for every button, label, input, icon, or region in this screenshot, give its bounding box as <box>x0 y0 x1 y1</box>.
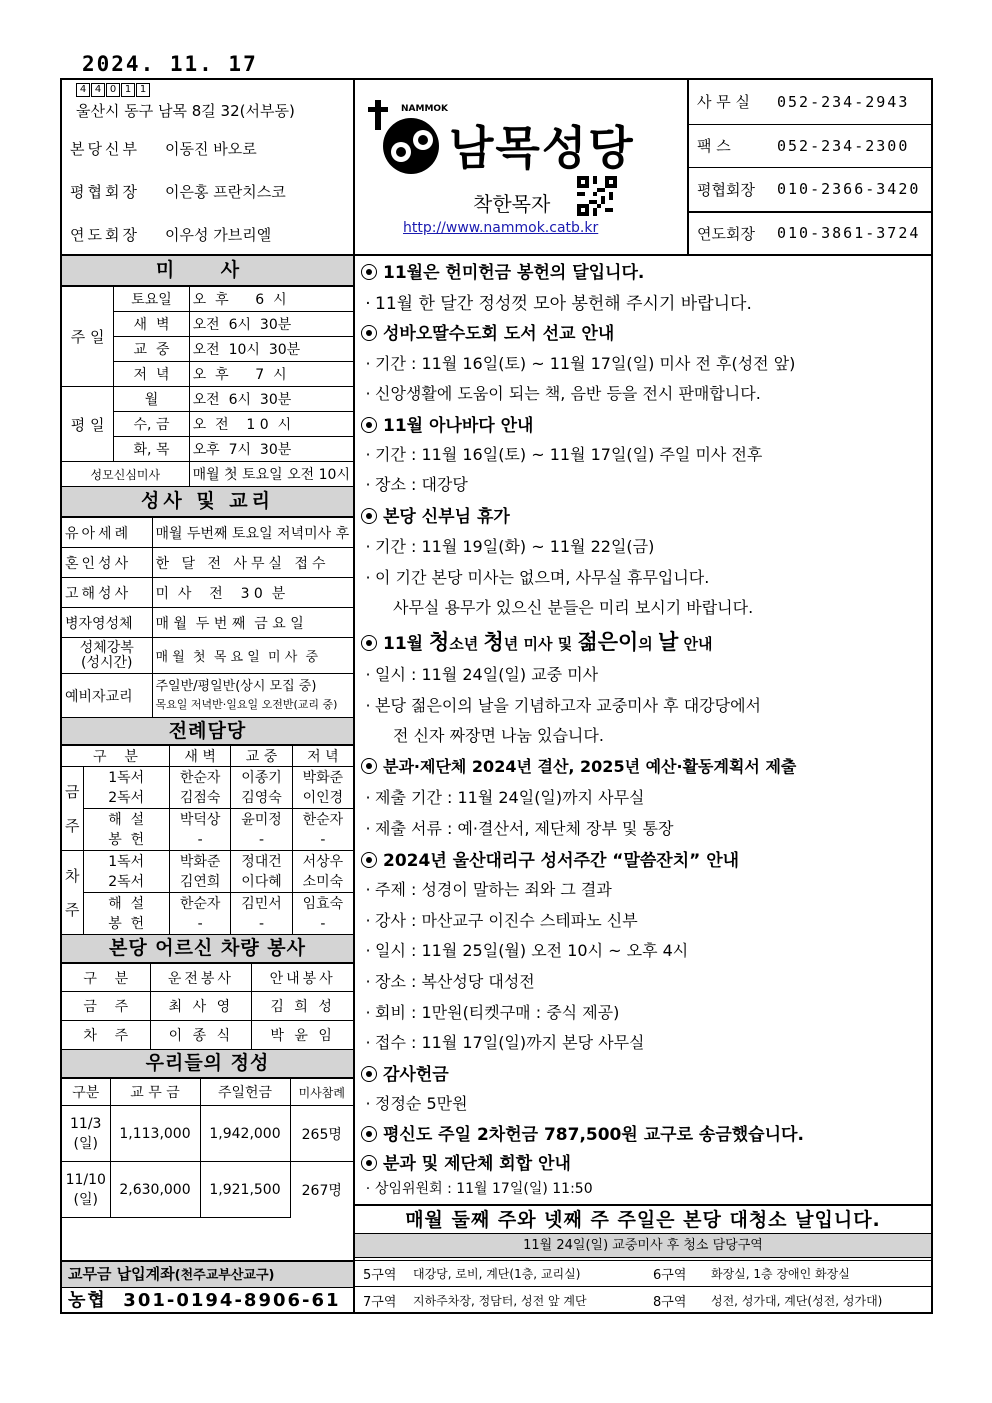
reader-name: 이인경 <box>302 789 344 806</box>
contact-fax <box>689 124 931 168</box>
parish-info <box>62 80 355 254</box>
bullet-icon <box>361 1155 377 1171</box>
liturgy-cell <box>169 809 230 851</box>
mass-day: 토요일 <box>114 287 189 312</box>
bullet-icon <box>361 264 377 280</box>
reader-name: 소미숙 <box>302 873 344 890</box>
zone-label: 8구역 <box>653 1294 687 1310</box>
bullet-icon <box>361 1126 377 1142</box>
reader-name: 박화준 <box>302 769 344 786</box>
vehicle-header: 운전봉사 <box>150 964 252 992</box>
catechism-line: 목요일 저녁반·일요일 오전반(교리 중) <box>155 697 338 711</box>
notice-title-text: 11월 아나바다 안내 <box>383 416 534 436</box>
contacts <box>689 80 931 254</box>
contact-youth <box>689 211 931 255</box>
catechism-value <box>152 674 353 718</box>
notice-line: · 회비 : 1만원(티켓구매 : 중식 제공) <box>365 1003 620 1022</box>
sacrament-value: 매 월 첫 목 요 일 미 사 중 <box>152 638 353 674</box>
guide-name: 김 희 성 <box>252 992 353 1021</box>
notice-title-text: 청 <box>429 630 450 654</box>
notice-text: 상임위원회 : 11월 17일(일) 11:50 <box>375 1181 593 1197</box>
offering-header: 교 무 금 <box>110 1079 200 1106</box>
reader-name: 한순자 <box>302 811 344 828</box>
contact-label: 연도회장 <box>697 224 755 243</box>
liturgy-cell <box>292 809 353 851</box>
liturgy-cell <box>231 893 292 935</box>
contact-number: 052-234-2300 <box>777 136 910 155</box>
role-label: 1독서 <box>108 853 145 870</box>
notice-line: · 접수 : 11월 17일(일)까지 본당 사무실 <box>365 1033 645 1052</box>
parish-logo <box>365 94 685 174</box>
cleaning-zones <box>355 1260 931 1312</box>
bank-account: 농협 301-0194-8906-61 <box>68 1290 341 1311</box>
notice-title-text: 안내 <box>678 635 713 653</box>
notice-title <box>361 846 739 871</box>
reader-name: - <box>259 831 265 848</box>
mass-day: 새 벽 <box>114 312 189 337</box>
mass-day: 교 중 <box>114 337 189 362</box>
sacrament-label: 고해성사 <box>62 578 152 608</box>
mass-day: 저 녁 <box>114 362 189 387</box>
reader-name: 윤미정 <box>241 811 282 828</box>
zone-label: 6구역 <box>653 1268 687 1283</box>
notice-line: · 11월 한 달간 정성껏 모아 봉헌해 주시기 바랍니다. <box>365 294 752 314</box>
zip-digit: 4 <box>91 83 105 97</box>
mass-time: 오 후 7 시 <box>189 362 353 387</box>
notice-text: 회비 : 1만원(티켓구매 : 중식 제공) <box>375 1003 620 1022</box>
bullet-icon <box>361 417 377 433</box>
cleaning-subtitle: 11월 24일(일) 교중미사 후 청소 담당구역 <box>355 1234 931 1258</box>
logo-small-text: NAMMOK <box>401 104 449 114</box>
role-label: 2독서 <box>108 789 145 806</box>
sacrament-value: 미 사 전 3 0 분 <box>152 578 353 608</box>
notice-text: 기간 : 11월 16일(토) ~ 11월 17일(일) 주일 미사 전후 <box>375 445 763 464</box>
liturgy-header: 교 중 <box>231 746 292 767</box>
mass-day: 수, 금 <box>114 412 189 437</box>
special-mass-time: 매월 첫 토요일 오전 10시 <box>189 462 353 487</box>
role-label: 해 설 <box>108 811 145 828</box>
sunday-offering: 1,942,000 <box>200 1106 290 1162</box>
role-label: 해 설 <box>108 895 145 912</box>
reader-name: 임효숙 <box>302 895 344 912</box>
reader-name: - <box>320 915 326 932</box>
notice-title-text: 년 미사 및 <box>503 635 578 653</box>
notice-text: 정정순 5만원 <box>375 1094 468 1113</box>
notice-line: · 이 기간 본당 미사는 없으며, 사무실 휴무입니다. <box>365 568 710 587</box>
reader-name: 정대건 <box>241 853 282 870</box>
bullet-icon <box>361 758 377 774</box>
bank-label-row <box>62 1262 353 1288</box>
reader-name: 한순자 <box>179 895 221 912</box>
contact-number: 052-234-2943 <box>777 92 910 111</box>
sunday-offering: 1,921,500 <box>200 1162 290 1218</box>
notice-title <box>361 754 796 777</box>
zip-digit: 1 <box>121 83 135 97</box>
sacraments-table <box>62 517 353 718</box>
notice-line: · 기간 : 11월 19일(화) ~ 11월 22일(금) <box>365 537 655 556</box>
attendance: 267명 <box>290 1162 353 1218</box>
liturgy-cell <box>231 851 292 893</box>
youth-row <box>70 224 271 245</box>
notice-line: · 제출 서류 : 예·결산서, 제단체 장부 및 통장 <box>365 819 674 838</box>
notice-line: · 상임위원회 : 11월 17일(일) 11:50 <box>365 1181 593 1197</box>
notice-text: 11월 한 달간 정성껏 모아 봉헌해 주시기 바랍니다. <box>375 294 752 314</box>
contact-number: 010-2366-3420 <box>777 180 921 199</box>
notice-line: · 신앙생활에 도움이 되는 책, 음반 등을 전시 판매합니다. <box>365 384 761 403</box>
role-label: 봉 헌 <box>108 915 145 932</box>
bank-info <box>62 1260 355 1312</box>
contact-label: 팩 스 <box>697 137 731 156</box>
notice-line: · 기간 : 11월 16일(토) ~ 11월 17일(일) 주일 미사 전후 <box>365 445 763 464</box>
notice-title-text: 분과·제단체 2024년 결산, 2025년 예산·활동계획서 제출 <box>383 757 797 776</box>
sacrament-label: 유아세례 <box>62 518 152 548</box>
notice-title <box>361 626 713 656</box>
notice-title-text: 2024년 울산대리구 성서주간 “말씀잔치” 안내 <box>383 851 740 871</box>
sacrament-value: 한 달 전 사무실 접수 <box>152 548 353 578</box>
notice-title-text: 소년 <box>449 635 484 653</box>
notice-title-text: 11월 <box>383 634 429 654</box>
notice-text: 장소 : 복산성당 대성전 <box>375 972 535 991</box>
reader-name: - <box>259 915 265 932</box>
qr-code-icon <box>577 176 617 216</box>
notice-title-text: 본당 신부님 휴가 <box>383 507 510 527</box>
logo-block <box>355 80 689 254</box>
mass-title: 미 사 <box>62 256 353 286</box>
role-label: 봉 헌 <box>108 831 145 848</box>
vehicle-header: 구 분 <box>62 964 150 992</box>
reader-name: - <box>197 831 203 848</box>
zip-digit: 4 <box>76 83 90 97</box>
sacrament-label: 병자영성체 <box>62 608 152 638</box>
notice-text: 본당 젊은이의 날을 기념하고자 교중미사 후 대강당에서 <box>375 696 762 715</box>
liturgy-cell <box>292 767 353 809</box>
mass-day: 화, 목 <box>114 437 189 462</box>
liturgy-roles <box>83 767 169 809</box>
liturgy-roles <box>83 893 169 935</box>
catechism-line: 주일반/평일반(상시 모집 중) <box>155 678 317 694</box>
liturgy-cell <box>292 893 353 935</box>
notice-line: · 일시 : 11월 25일(월) 오전 10시 ~ 오후 4시 <box>365 941 689 960</box>
notice-line: · 일시 : 11월 24일(일) 교중 미사 <box>365 665 599 684</box>
notice-title <box>361 1149 571 1174</box>
mass-time: 오 후 6 시 <box>189 287 353 312</box>
notice-line: · 장소 : 대강당 <box>365 475 468 494</box>
notice-title-text: 날 <box>658 630 679 654</box>
mass-day: 월 <box>114 387 189 412</box>
liturgy-table <box>62 745 353 935</box>
notice-text: 이 기간 본당 미사는 없으며, 사무실 휴무입니다. <box>375 568 710 587</box>
notice-text: 장소 : 대강당 <box>375 475 468 494</box>
zone-label: 5구역 <box>363 1268 397 1283</box>
sacrament-label: 성체강복 (성시간) <box>62 638 152 674</box>
website-link[interactable]: http://www.nammok.catb.kr <box>403 220 599 236</box>
zip-digit: 0 <box>106 83 120 97</box>
notice-text: 제출 서류 : 예·결산서, 제단체 장부 및 통장 <box>375 819 674 838</box>
notice-line: · 본당 젊은이의 날을 기념하고자 교중미사 후 대강당에서 <box>365 696 762 715</box>
reader-name: 김영숙 <box>241 789 282 806</box>
notice-title-text: 의 <box>638 635 659 653</box>
attendance: 265명 <box>290 1106 353 1162</box>
reader-name: - <box>197 915 203 932</box>
council-name: 이은홍 프란치스코 <box>165 183 286 201</box>
reader-name: 김점숙 <box>179 789 221 806</box>
vehicle-week: 차 주 <box>62 1021 150 1050</box>
notice-title-text: 젊은이 <box>577 630 639 654</box>
bulletin-page <box>60 78 933 1314</box>
bullet-icon <box>361 852 377 868</box>
notice-text: 강사 : 마산교구 이진수 스테파노 신부 <box>375 911 638 930</box>
guide-name: 박 윤 임 <box>252 1021 353 1050</box>
address: 울산시 동구 남목 8길 32(서부동) <box>76 102 295 120</box>
reader-name: 이다혜 <box>241 873 282 890</box>
notice-text: 기간 : 11월 16일(토) ~ 11월 17일(일) 미사 전 후(성전 앞) <box>375 354 796 373</box>
motto: 착한목자 <box>473 192 551 216</box>
tithe-amount: 2,630,000 <box>110 1162 200 1218</box>
liturgy-header: 저 녁 <box>292 746 353 767</box>
mass-time: 오 전 1 0 시 <box>189 412 353 437</box>
pastor-row <box>70 138 257 159</box>
notice-title-text: 평신도 주일 2차헌금 787,500원 교구로 송금했습니다. <box>383 1125 804 1145</box>
liturgy-header: 구 분 <box>62 746 169 767</box>
tithe-amount: 1,113,000 <box>110 1106 200 1162</box>
zone-area: 대강당, 로비, 계단(1층, 교리실) <box>413 1267 581 1281</box>
pastor-label: 본당신부 <box>70 140 140 158</box>
mass-time: 오전 6시 30분 <box>189 387 353 412</box>
notice-line: 전 신자 짜장면 나눔 있습니다. <box>393 726 604 745</box>
zone-area: 지하주차장, 정담터, 성전 앞 계단 <box>413 1293 587 1308</box>
reader-name: 서상우 <box>302 853 344 870</box>
zone-area: 성전, 성가대, 계단(성전, 성가대) <box>711 1293 883 1308</box>
zone-row <box>355 1261 931 1287</box>
notice-text: 신앙생활에 도움이 되는 책, 음반 등을 전시 판매합니다. <box>375 384 761 403</box>
reader-name: 이종기 <box>241 769 282 786</box>
notice-line: 사무실 용무가 있으신 분들은 미리 보시기 바랍니다. <box>393 598 754 617</box>
pastor-name: 이동진 바오로 <box>165 140 257 158</box>
notice-title-text: 11월은 헌미헌금 봉헌의 달입니다. <box>383 263 645 283</box>
notice-title-text: 감사헌금 <box>383 1065 449 1085</box>
reader-name: 박덕상 <box>179 811 221 828</box>
notice-text: 일시 : 11월 24일(일) 교중 미사 <box>375 665 599 684</box>
sacrament-value: 매월 두번째 토요일 저녁미사 후 <box>152 518 353 548</box>
sacrament-label: 혼인성사 <box>62 548 152 578</box>
vehicle-header: 안내봉사 <box>252 964 353 992</box>
liturgy-cell <box>169 767 230 809</box>
role-label: 2독서 <box>108 873 145 890</box>
notice-line: · 정정순 5만원 <box>365 1094 468 1113</box>
left-column <box>62 256 355 1260</box>
liturgy-cell <box>292 851 353 893</box>
zip-code <box>76 83 151 97</box>
vehicle-title: 본당 어르신 차량 봉사 <box>62 935 353 963</box>
sacrament-value: 매 월 두 번 째 금 요 일 <box>152 608 353 638</box>
reader-name: 박화준 <box>179 853 221 870</box>
notice-title-text: 청 <box>483 630 504 654</box>
next-week-label: 차 주 <box>62 851 83 935</box>
bank-org: (천주교부산교구) <box>174 1268 275 1283</box>
liturgy-header: 새 벽 <box>169 746 230 767</box>
mass-time: 오전 6시 30분 <box>189 312 353 337</box>
offering-date: 11/10 (일) <box>62 1162 110 1218</box>
notice-title <box>361 411 533 436</box>
liturgy-cell <box>169 851 230 893</box>
zone-row <box>355 1287 931 1313</box>
notice-title <box>361 1120 804 1145</box>
youth-label: 연도회장 <box>70 226 140 244</box>
offering-date: 11/3 (일) <box>62 1106 110 1162</box>
notice-text: 접수 : 11월 17일(일)까지 본당 사무실 <box>375 1033 645 1052</box>
liturgy-cell <box>169 893 230 935</box>
notices <box>355 256 931 1260</box>
bullet-icon <box>361 508 377 524</box>
notice-text: 일시 : 11월 25일(월) 오전 10시 ~ 오후 4시 <box>375 941 689 960</box>
notice-line: · 기간 : 11월 16일(토) ~ 11월 17일(일) 미사 전 후(성전 앞) <box>365 354 796 373</box>
notice-text: 주제 : 성경이 말하는 죄와 그 결과 <box>375 880 612 899</box>
bank-label: 교무금 납입계좌 <box>68 1265 175 1283</box>
vehicle-week: 금 주 <box>62 992 150 1021</box>
liturgy-title: 전례담당 <box>62 718 353 745</box>
sunday-label: 주 일 <box>62 287 114 387</box>
mass-time: 오후 7시 30분 <box>189 437 353 462</box>
cleaning-banner <box>355 1204 931 1260</box>
reader-name: - <box>320 831 326 848</box>
vehicle-table <box>62 963 353 1050</box>
weekday-label: 평 일 <box>62 387 114 462</box>
notice-title <box>361 319 614 344</box>
notice-text: 제출 기간 : 11월 24일(일)까지 사무실 <box>375 788 645 807</box>
liturgy-cell <box>231 767 292 809</box>
offering-title: 우리들의 정성 <box>62 1050 353 1078</box>
notice-line: · 주제 : 성경이 말하는 죄와 그 결과 <box>365 880 612 899</box>
zone-area: 화장실, 1층 장애인 화장실 <box>711 1267 850 1281</box>
offering-header: 구분 <box>62 1079 110 1106</box>
contact-label: 평협회장 <box>697 180 755 199</box>
special-mass-label: 성모신심미사 <box>62 462 189 487</box>
council-row <box>70 181 286 202</box>
driver-name: 최 사 영 <box>150 992 252 1021</box>
offering-header: 주일헌금 <box>200 1079 290 1106</box>
reader-name: 김민서 <box>241 895 282 912</box>
bullet-icon <box>361 1066 377 1082</box>
zone-label: 7구역 <box>363 1294 397 1310</box>
liturgy-cell <box>231 809 292 851</box>
contact-office <box>689 80 931 124</box>
reader-name: 한순자 <box>179 769 221 786</box>
zip-digit: 1 <box>136 83 150 97</box>
header <box>62 80 931 256</box>
bulletin-date: 2024. 11. 17 <box>82 52 258 76</box>
offering-header: 미사참례 <box>290 1079 353 1106</box>
notice-title-text: 분과 및 제단체 회합 안내 <box>383 1154 571 1174</box>
notice-line: · 장소 : 복산성당 대성전 <box>365 972 535 991</box>
cleaning-title: 매월 둘째 주와 넷째 주 주일은 본당 대청소 날입니다. <box>355 1204 931 1234</box>
contact-number: 010-3861-3724 <box>777 224 921 243</box>
notice-title <box>361 502 510 527</box>
role-label: 1독서 <box>108 769 145 786</box>
council-label: 평협회장 <box>70 183 140 201</box>
liturgy-roles <box>83 851 169 893</box>
notice-text: 기간 : 11월 19일(화) ~ 11월 22일(금) <box>375 537 655 556</box>
youth-name: 이우성 가브리엘 <box>165 226 272 244</box>
liturgy-roles <box>83 809 169 851</box>
mass-time: 오전 10시 30분 <box>189 337 353 362</box>
sacraments-title: 성사 및 교리 <box>62 487 353 517</box>
notice-title <box>361 1060 449 1085</box>
contact-council <box>689 167 931 211</box>
mass-table <box>62 286 353 487</box>
notice-line: · 강사 : 마산교구 이진수 스테파노 신부 <box>365 911 638 930</box>
catechism-label: 예비자교리 <box>62 674 152 718</box>
reader-name: 김연희 <box>179 873 221 890</box>
notice-title-text: 성바오딸수도회 도서 선교 안내 <box>383 324 615 344</box>
bullet-icon <box>361 635 377 651</box>
offering-table <box>62 1078 353 1218</box>
contact-label: 사 무 실 <box>697 93 751 112</box>
this-week-label: 금 주 <box>62 767 83 851</box>
notice-title <box>361 258 644 283</box>
driver-name: 이 종 식 <box>150 1021 252 1050</box>
bullet-icon <box>361 325 377 341</box>
notice-line: · 제출 기간 : 11월 24일(일)까지 사무실 <box>365 788 645 807</box>
logo-text: 남목성당 <box>449 121 635 175</box>
